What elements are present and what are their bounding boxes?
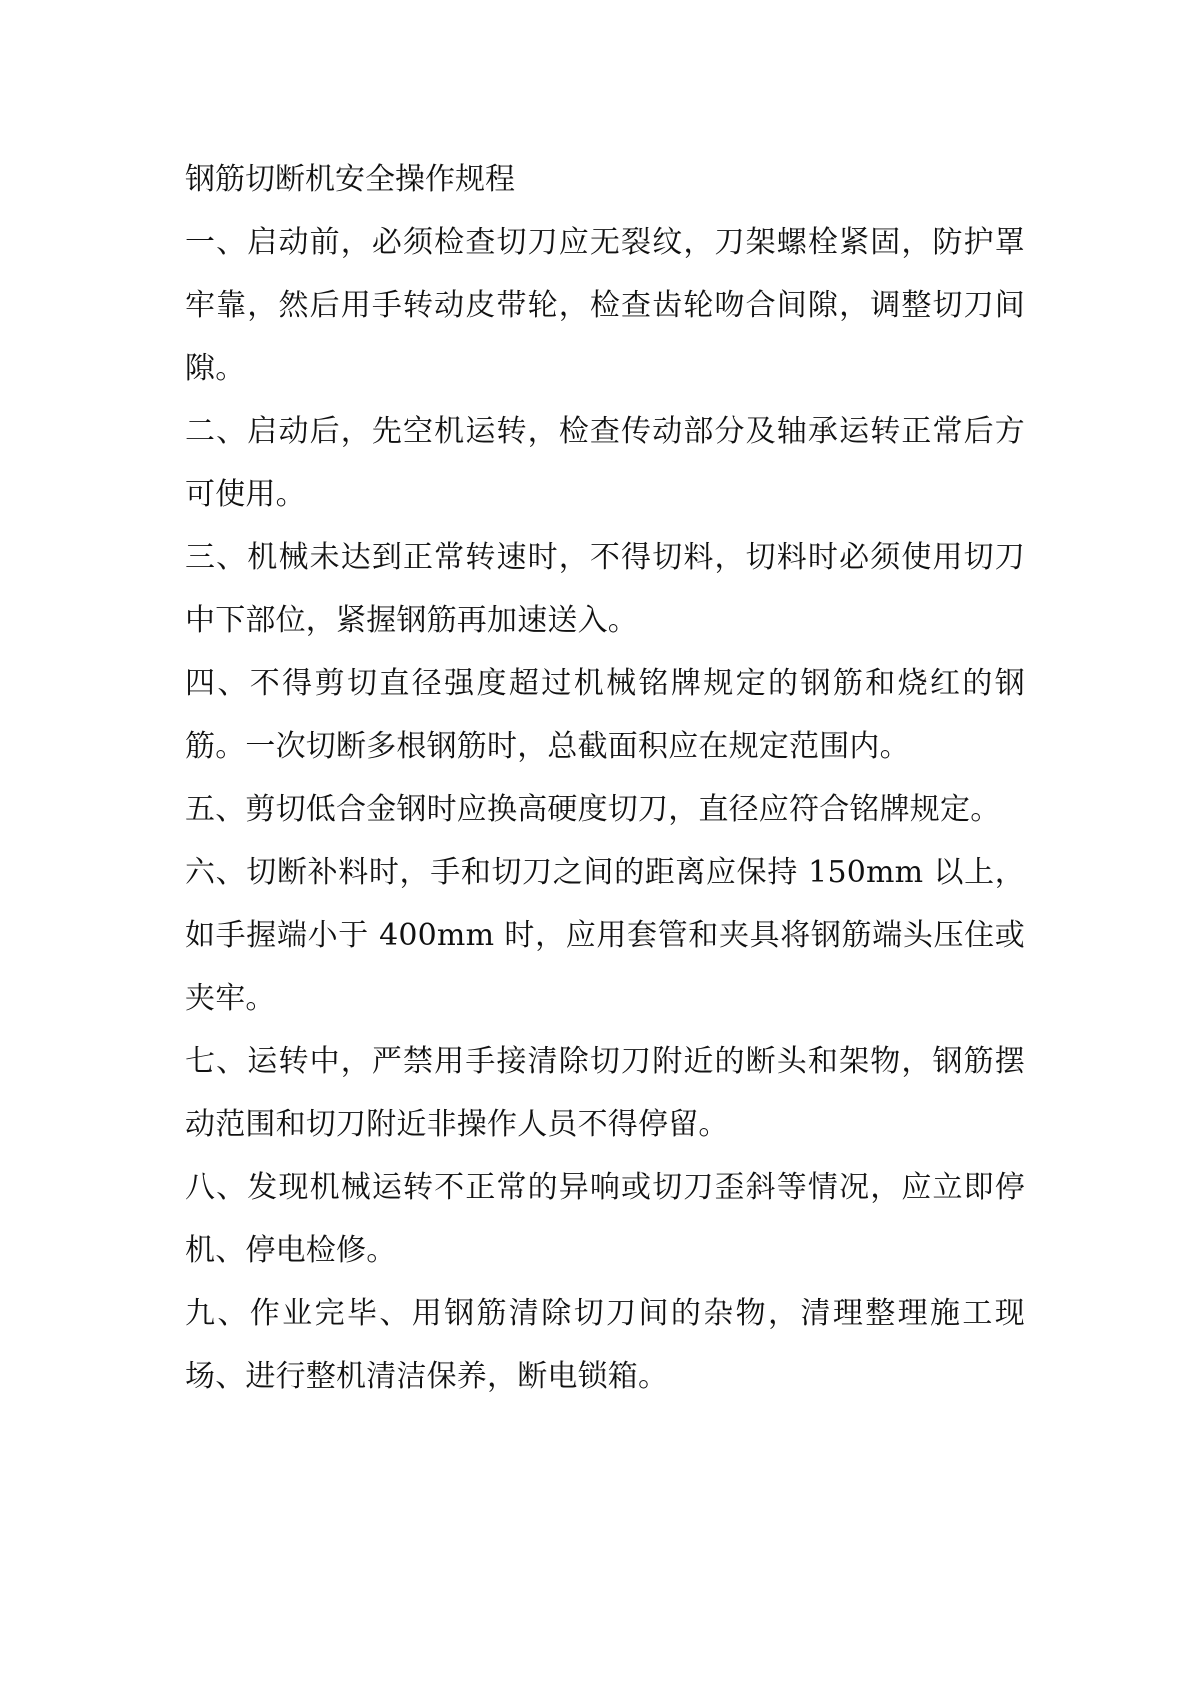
paragraph-4: 四、不得剪切直径强度超过机械铭牌规定的钢筋和烧红的钢筋。一次切断多根钢筋时，总截面积应在规定范围内。 — [185, 666, 1025, 764]
document-title: 钢筋切断机安全操作规程 — [185, 162, 515, 197]
paragraph-7: 七、运转中，严禁用手接清除切刀附近的断头和架物，钢筋摆动范围和切刀附近非操作人员不得停留。 — [185, 1044, 1025, 1142]
paragraph-2: 二、启动后，先空机运转，检查传动部分及轴承运转正常后方可使用。 — [185, 414, 1025, 512]
paragraph-8: 八、发现机械运转不正常的异响或切刀歪斜等情况，应立即停机、停电检修。 — [185, 1170, 1025, 1268]
paragraph-5: 五、剪切低合金钢时应换高硬度切刀，直径应符合铭牌规定。 — [185, 792, 1001, 827]
paragraph-6: 六、切断补料时，手和切刀之间的距离应保持 150mm 以上，如手握端小于 400mm 时，应用套管和夹具将钢筋端头压住或夹牢。 — [185, 855, 1025, 1016]
document-body — [185, 148, 1025, 1408]
paragraph-3: 三、机械未达到正常转速时，不得切料，切料时必须使用切刀中下部位，紧握钢筋再加速送入。 — [185, 540, 1025, 638]
paragraph-1: 一、启动前，必须检查切刀应无裂纹，刀架螺栓紧固，防护罩牢靠，然后用手转动皮带轮，检查齿轮吻合间隙，调整切刀间隙。 — [185, 225, 1025, 386]
paragraph-9: 九、作业完毕、用钢筋清除切刀间的杂物，清理整理施工现场、进行整机清洁保养，断电锁箱。 — [185, 1296, 1025, 1394]
